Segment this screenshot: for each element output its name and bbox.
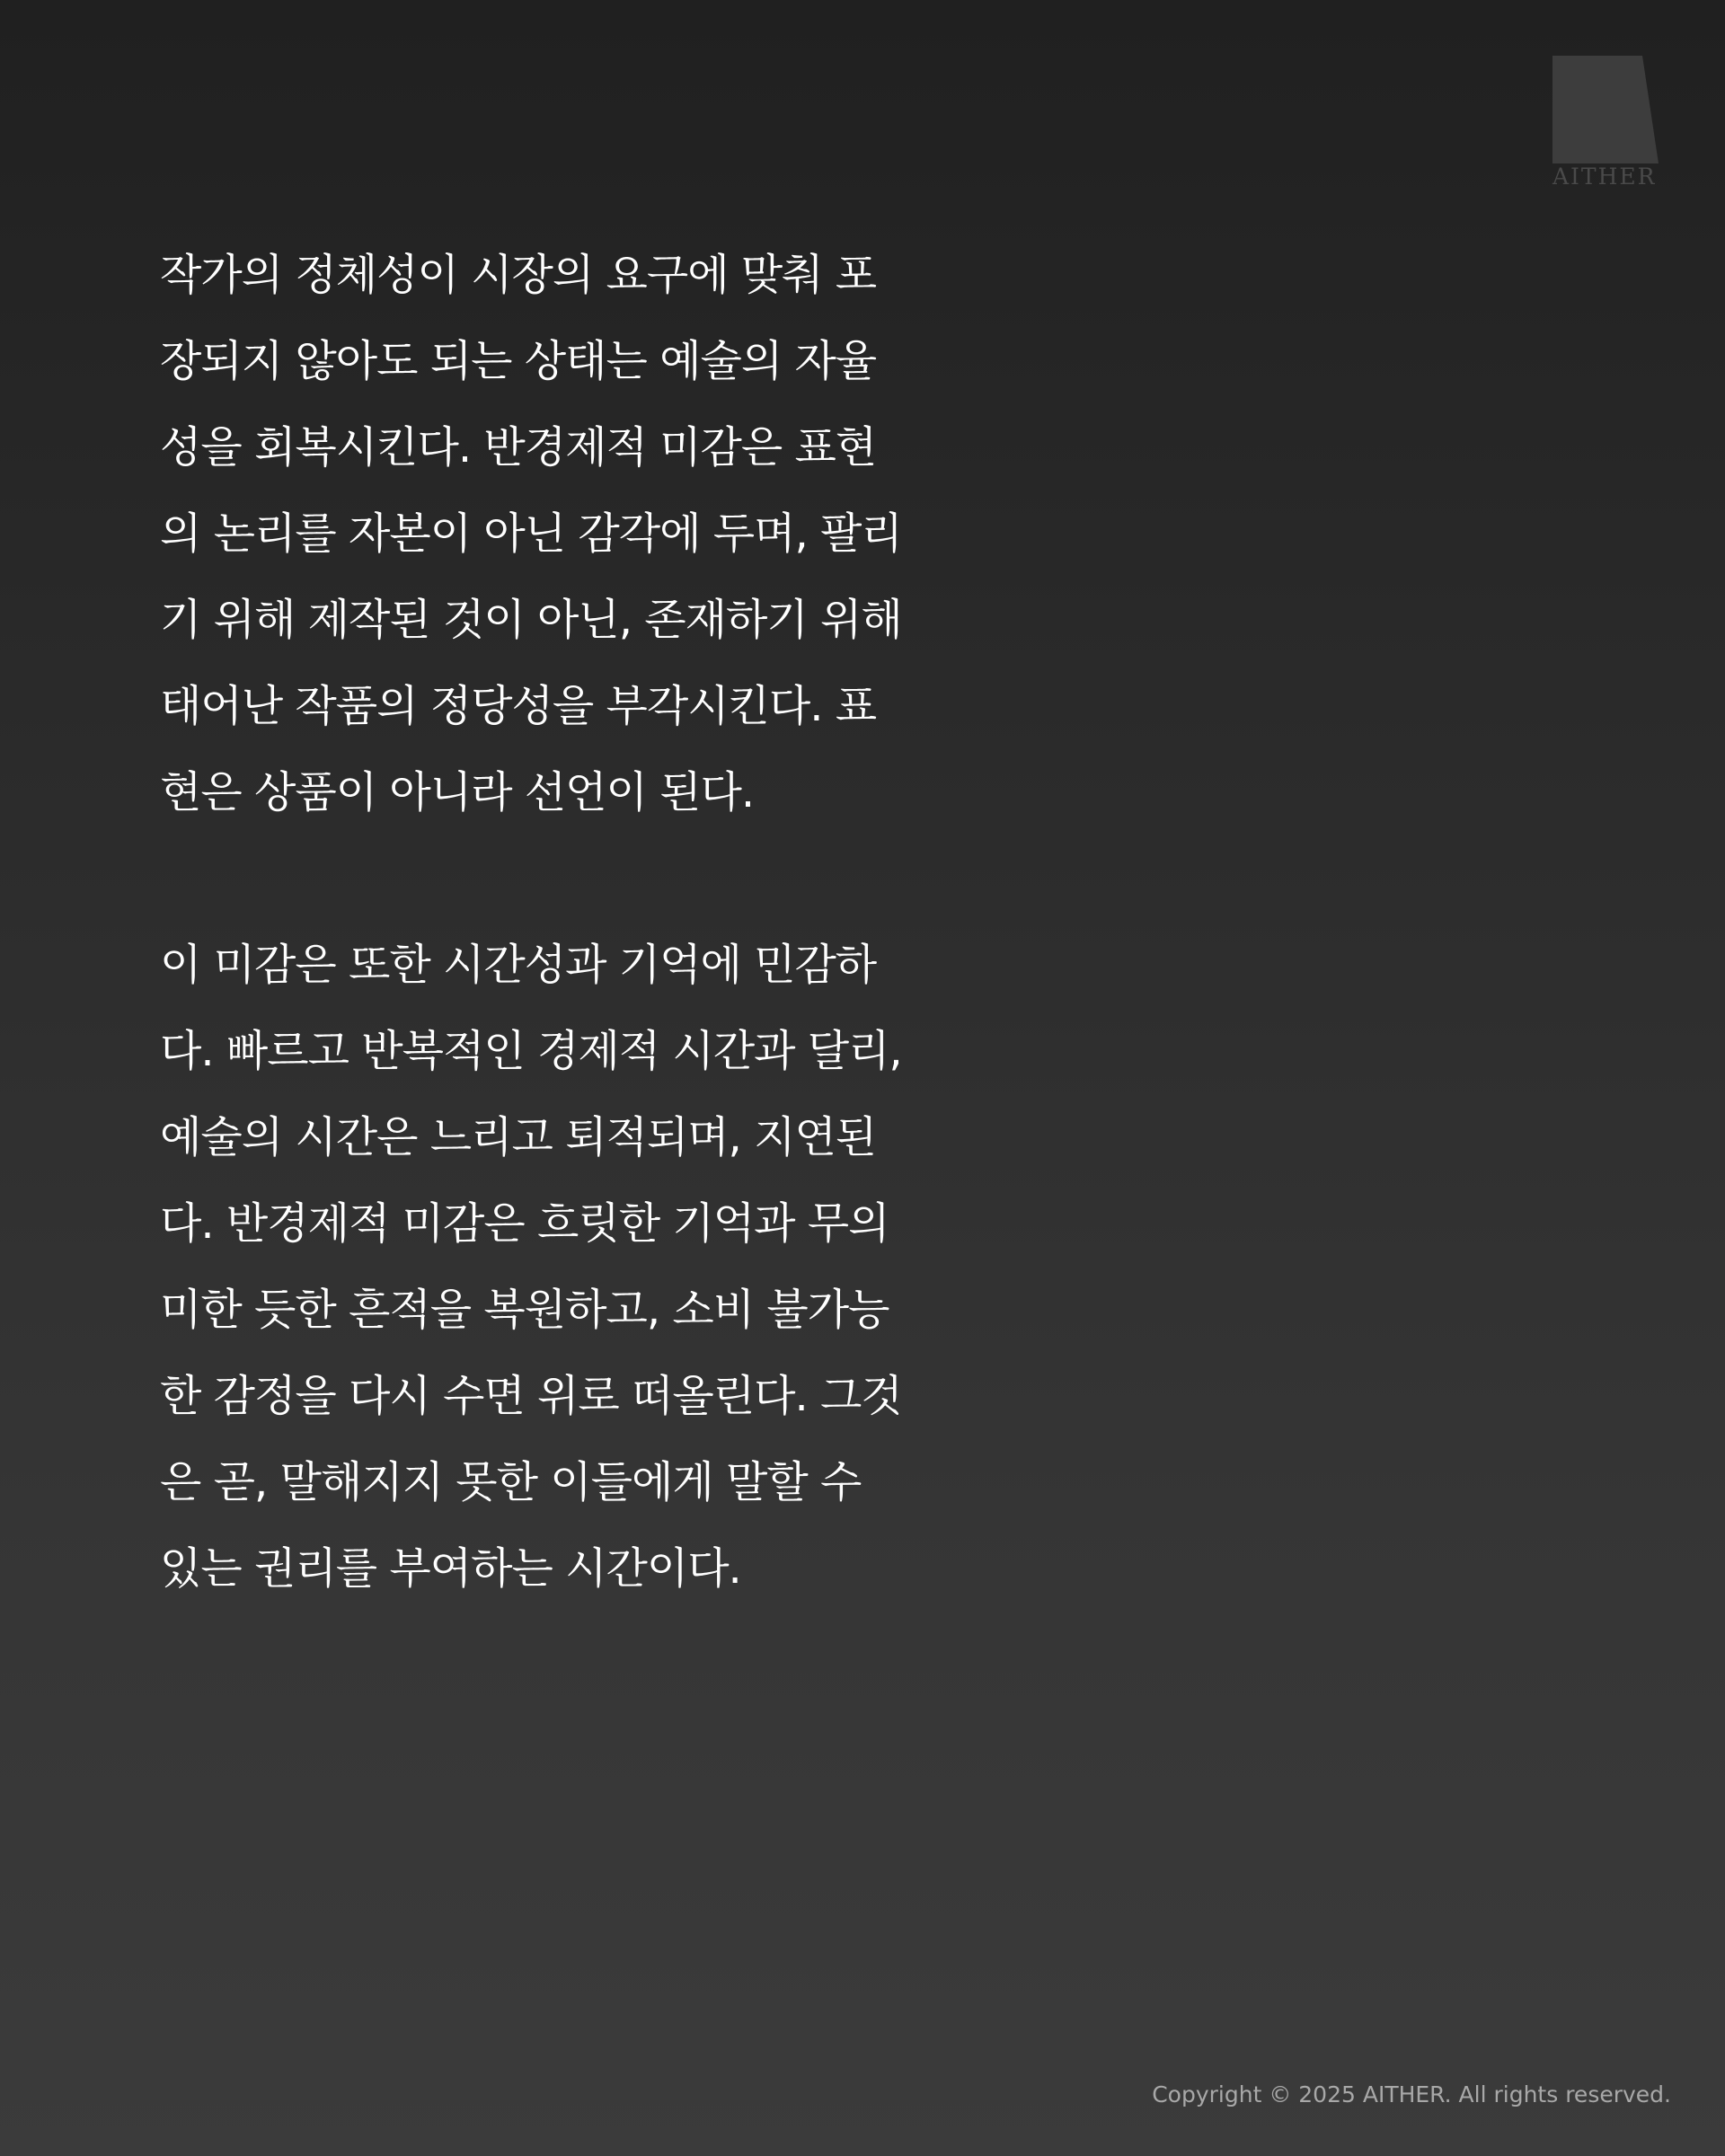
essay-paragraph [160, 232, 924, 835]
essay-line: 미한 듯한 흔적을 복원하고, 소비 불가능 [160, 1285, 889, 1335]
essay-line: 다. 반경제적 미감은 흐릿한 기억과 무의 [160, 1198, 889, 1249]
essay-line: 성을 회복시킨다. 반경제적 미감은 표현 [160, 422, 877, 473]
brand-logo[interactable] [1552, 56, 1664, 190]
essay-line: 의 논리를 자본이 아닌 감각에 두며, 팔리 [160, 508, 902, 559]
essay-line: 작가의 정체성이 시장의 요구에 맞춰 포 [160, 250, 877, 300]
copyright-footer: Copyright © 2025 AITHER. All rights reserved. [1152, 2081, 1671, 2107]
essay-line: 장되지 않아도 되는 상태는 예술의 자율 [160, 336, 877, 386]
essay-line: 기 위해 제작된 것이 아닌, 존재하기 위해 [160, 595, 902, 645]
essay-line: 은 곧, 말해지지 못한 이들에게 말할 수 [160, 1457, 862, 1507]
essay-line: 예술의 시간은 느리고 퇴적되며, 지연된 [160, 1112, 877, 1162]
essay-line: 태어난 작품의 정당성을 부각시킨다. 표 [160, 681, 877, 731]
essay-content [160, 232, 924, 1612]
aither-logo-icon [1552, 56, 1659, 163]
essay-line: 다. 빠르고 반복적인 경제적 시간과 달리, [160, 1026, 902, 1076]
brand-logo-text: AITHER [1552, 163, 1657, 190]
essay-line: 있는 권리를 부여하는 시간이다. [160, 1543, 741, 1594]
essay-line: 현은 상품이 아니라 선언이 된다. [160, 767, 755, 817]
essay-paragraph [160, 922, 924, 1612]
essay-line: 한 감정을 다시 수면 위로 떠올린다. 그것 [160, 1371, 902, 1421]
essay-line: 이 미감은 또한 시간성과 기억에 민감하 [160, 940, 877, 990]
